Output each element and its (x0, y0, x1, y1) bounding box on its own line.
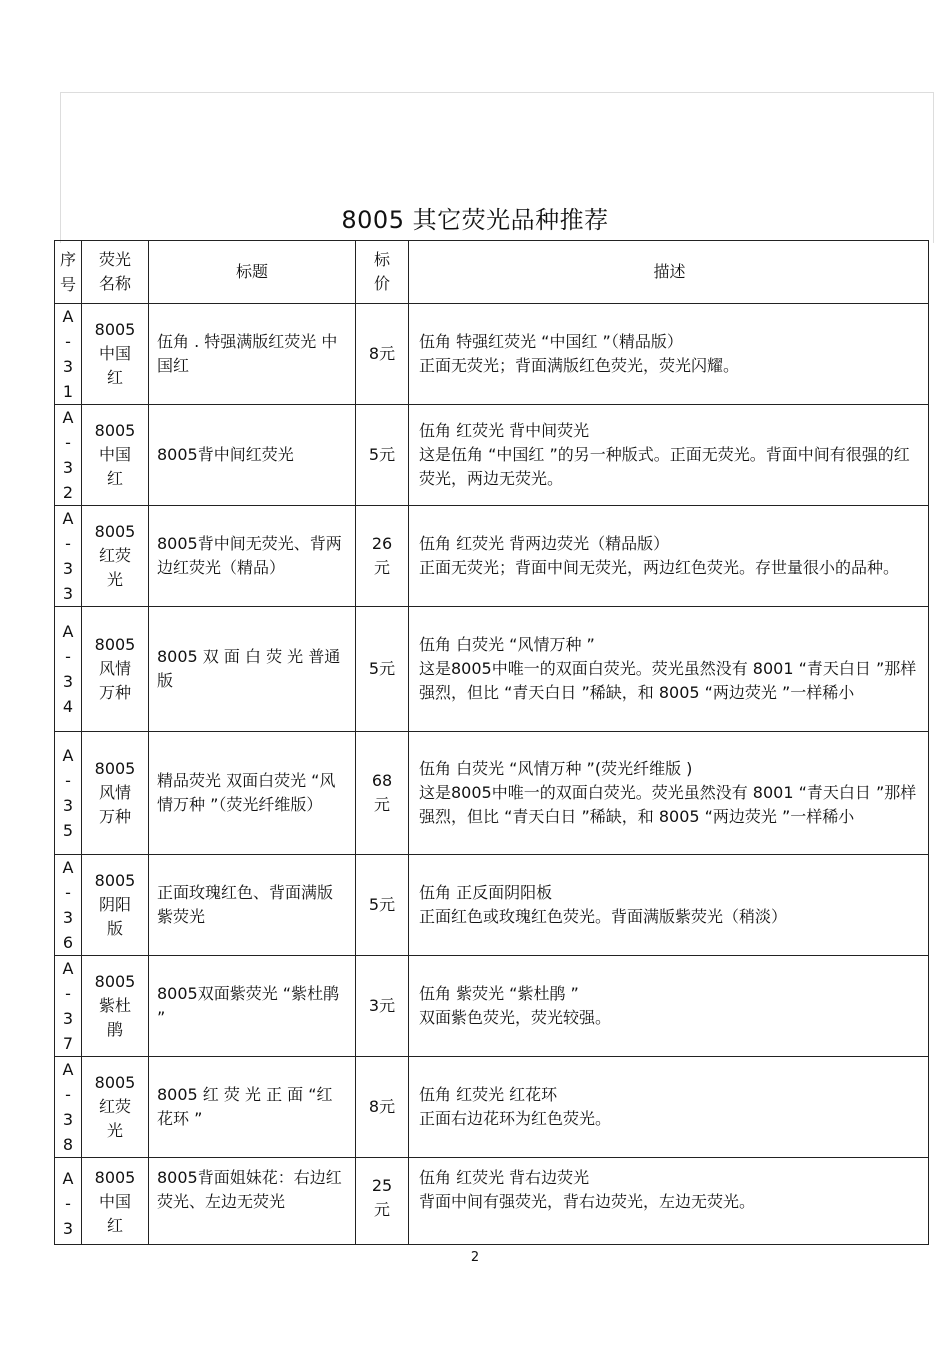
table-row (55, 1158, 929, 1245)
row-price: 26 元 (356, 506, 409, 607)
row-seq: A - 3 6 (55, 855, 82, 956)
table-row (55, 506, 929, 607)
header-name: 荧光 名称 (82, 241, 149, 304)
row-title: 8005背中间红荧光 (149, 405, 356, 506)
row-title: 正面玫瑰红色、背面满版紫荧光 (149, 855, 356, 956)
row-seq: A - 3 3 (55, 506, 82, 607)
row-title: 8005双面紫荧光 “紫杜鹃 ” (149, 956, 356, 1057)
table-row (55, 956, 929, 1057)
row-seq: A - 3 4 (55, 607, 82, 732)
row-name: 8005 中国 红 (82, 304, 149, 405)
row-desc: 伍角 白荧光 “风情万种 ”(荧光纤维版 ) 这是8005中唯一的双面白荧光。荧光虽然没有 8001 “青天白日 ”那样强烈，但比 “青天白日 ”稀缺，和 8005 “两边荧光 ”一样稀小 (409, 732, 929, 855)
header-title: 标题 (149, 241, 356, 304)
header-desc: 描述 (409, 241, 929, 304)
row-price: 5元 (356, 855, 409, 956)
row-name: 8005 紫杜 鹃 (82, 956, 149, 1057)
page-number: 2 (470, 1250, 480, 1265)
header-seq: 序 号 (55, 241, 82, 304)
row-name: 8005 阴阳 版 (82, 855, 149, 956)
row-desc: 伍角 红荧光 背两边荧光（精品版） 正面无荧光；背面中间无荧光，两边红色荧光。存世量很小的品种。 (409, 506, 929, 607)
row-title: 精品荧光 双面白荧光 “风情万种 ”（荧光纤维版） (149, 732, 356, 855)
row-seq: A - 3 2 (55, 405, 82, 506)
row-title: 伍角 . 特强满版红荧光 中国红 (149, 304, 356, 405)
row-name: 8005 红荧 光 (82, 506, 149, 607)
row-desc: 伍角 白荧光 “风情万种 ” 这是8005中唯一的双面白荧光。荧光虽然没有 8001 “青天白日 ”那样强烈，但比 “青天白日 ”稀缺，和 8005 “两边荧光 ”一样稀小 (409, 607, 929, 732)
table-row (55, 732, 929, 855)
row-desc: 伍角 特强红荧光 “中国红 ”（精品版） 正面无荧光；背面满版红色荧光，荧光闪耀。 (409, 304, 929, 405)
row-title: 8005 红 荧 光 正 面 “红花环 ” (149, 1057, 356, 1158)
row-price: 3元 (356, 956, 409, 1057)
row-name: 8005 红荧 光 (82, 1057, 149, 1158)
header-price: 标 价 (356, 241, 409, 304)
row-seq: A - 3 (55, 1158, 82, 1245)
table-row (55, 405, 929, 506)
table-row (55, 607, 929, 732)
row-desc: 伍角 红荧光 背右边荧光 背面中间有强荧光，背右边荧光，左边无荧光。 (409, 1158, 929, 1245)
row-desc: 伍角 红荧光 背中间荧光 这是伍角 “中国红 ”的另一种版式。正面无荧光。背面中间有很强的红荧光，两边无荧光。 (409, 405, 929, 506)
row-price: 25 元 (356, 1158, 409, 1245)
row-desc: 伍角 红荧光 红花环 正面右边花环为红色荧光。 (409, 1057, 929, 1158)
row-name: 8005 风情 万种 (82, 607, 149, 732)
row-price: 8元 (356, 304, 409, 405)
row-name: 8005 中国 红 (82, 1158, 149, 1245)
row-desc: 伍角 正反面阴阳板 正面红色或玫瑰红色荧光。背面满版紫荧光（稍淡） (409, 855, 929, 956)
product-table (54, 240, 929, 1245)
row-name: 8005 中国 红 (82, 405, 149, 506)
table-row (55, 855, 929, 956)
row-title: 8005背面姐妹花：右边红荧光、左边无荧光 (149, 1158, 356, 1245)
row-title: 8005背中间无荧光、背两边红荧光（精品） (149, 506, 356, 607)
row-seq: A - 3 7 (55, 956, 82, 1057)
row-price: 68 元 (356, 732, 409, 855)
table-row (55, 1057, 929, 1158)
row-title: 8005 双 面 白 荧 光 普通版 (149, 607, 356, 732)
row-price: 5元 (356, 607, 409, 732)
page-title: 8005 其它荧光品种推荐 (341, 206, 609, 234)
table-row (55, 304, 929, 405)
table-header-row (55, 241, 929, 304)
row-desc: 伍角 紫荧光 “紫杜鹃 ” 双面紫色荧光，荧光较强。 (409, 956, 929, 1057)
row-seq: A - 3 8 (55, 1057, 82, 1158)
row-seq: A - 3 1 (55, 304, 82, 405)
row-price: 8元 (356, 1057, 409, 1158)
row-price: 5元 (356, 405, 409, 506)
row-seq: A - 3 5 (55, 732, 82, 855)
row-name: 8005 风情 万种 (82, 732, 149, 855)
